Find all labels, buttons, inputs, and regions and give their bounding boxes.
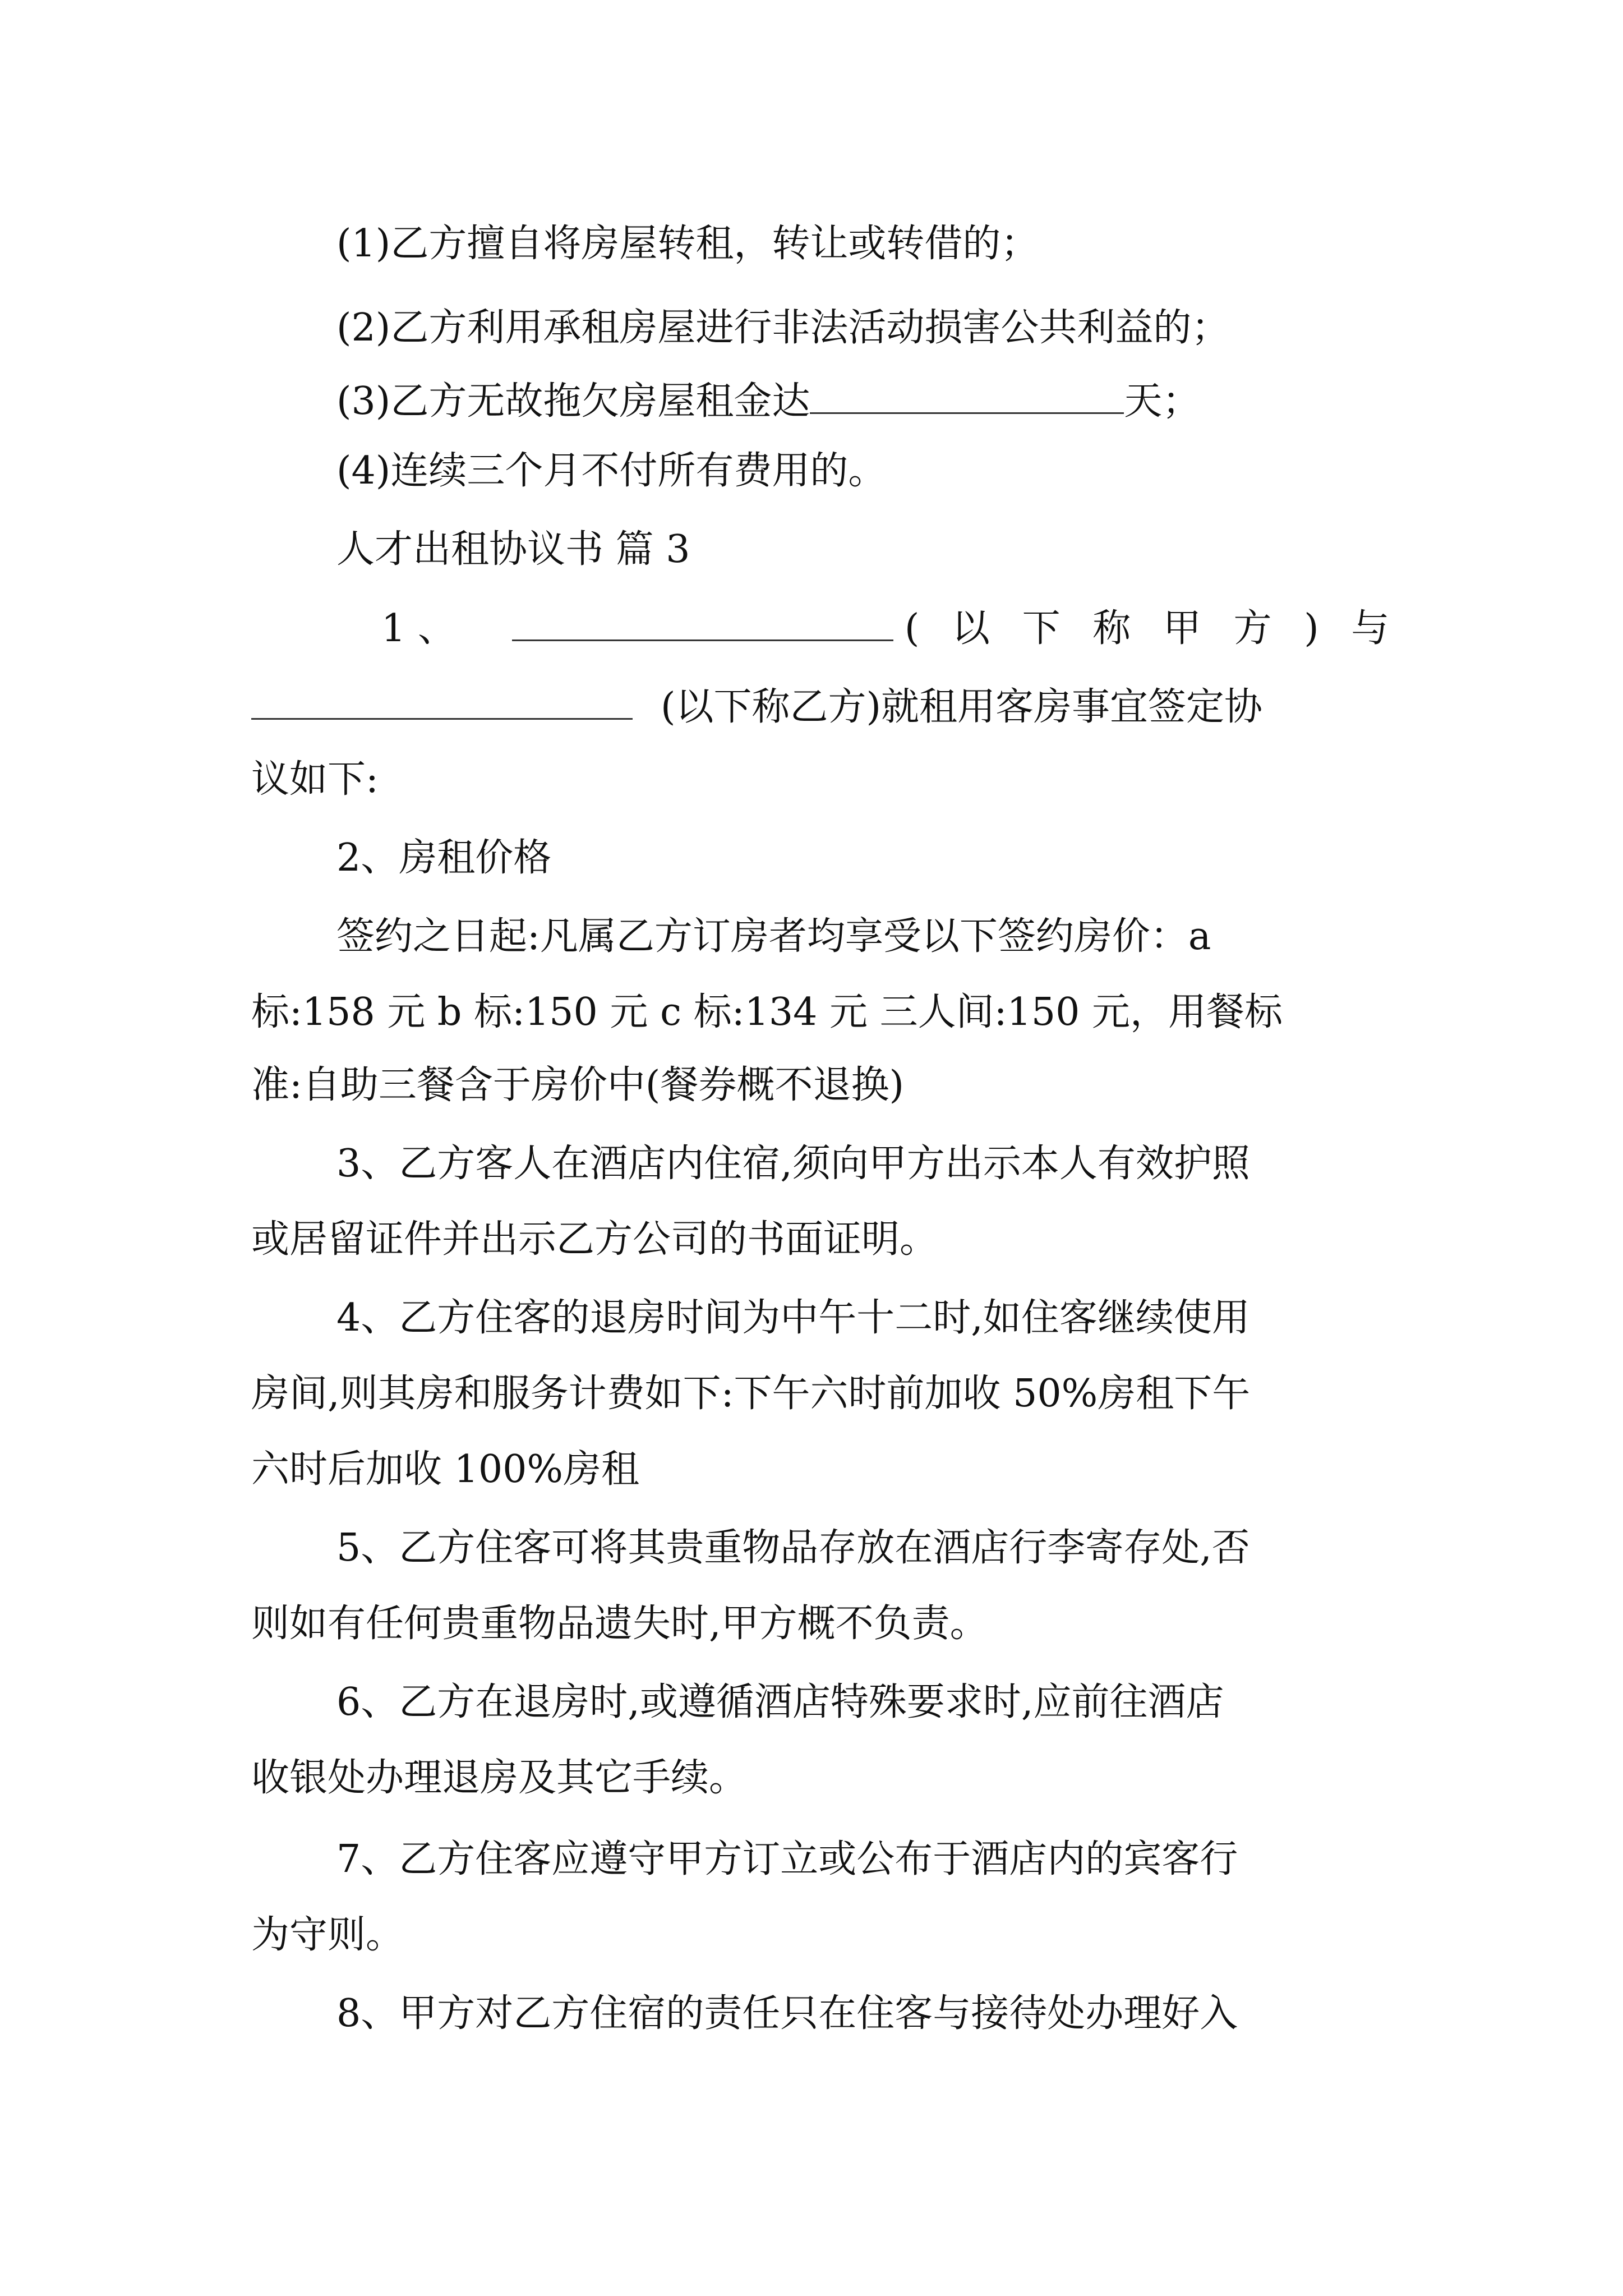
clause-3-text: (3)乙方无故拖欠房屋租金达	[336, 379, 810, 424]
item-8-line-1: 8、甲方对乙方住宿的责任只在住客与接待处办理好入	[336, 1991, 1238, 2036]
item-3-line-1: 3、乙方客人在酒店内住宿,须向甲方出示本人有效护照	[336, 1142, 1250, 1186]
item-1-number: 1 、	[381, 606, 456, 651]
price-line-1: 签约之日起:凡属乙方订房者均享受以下签约房价：a	[336, 914, 1211, 959]
item-7-line-2: 为守则。	[251, 1913, 404, 1957]
clause-1: (1)乙方擅自将房屋转租，转让或转借的；	[336, 222, 1039, 266]
item-7-line-1: 7、乙方住客应遵守甲方订立或公布于酒店内的宾客行	[336, 1837, 1238, 1881]
item-4-line-3: 六时后加收 100%房租	[251, 1447, 640, 1492]
item-1-line-3: 议如下:	[251, 757, 379, 802]
item-1-line-1	[381, 600, 1399, 657]
party-b-blank	[251, 679, 633, 720]
section-title: 人才出租协议书 篇 3	[336, 527, 690, 572]
item-4-line-1: 4、乙方住客的退房时间为中午十二时,如住客继续使用	[336, 1296, 1250, 1340]
item-5-line-1: 5、乙方住客可将其贵重物品存放在酒店行李寄存处,否	[336, 1526, 1250, 1570]
item-5-line-2: 则如有任何贵重物品遗失时,甲方概不负责。	[251, 1602, 988, 1646]
blank-line	[810, 373, 1124, 414]
clause-2: (2)乙方利用承租房屋进行非法活动损害公共利益的；	[336, 306, 1230, 350]
clause-3	[336, 373, 1200, 430]
party-a-note: ( 以 下 称 甲 方 ) 与	[904, 606, 1400, 651]
item-6-line-1: 6、乙方在退房时,或遵循酒店特殊要求时,应前往酒店	[336, 1680, 1224, 1724]
party-a-blank	[512, 600, 893, 641]
party-b-note: (以下称乙方)就租用客房事宜签定协	[661, 685, 1263, 729]
item-1-line-2	[251, 679, 1262, 735]
item-2-title: 2、房租价格	[336, 836, 552, 880]
clause-4: (4)连续三个月不付所有费用的。	[336, 449, 887, 493]
clause-3-suffix: 天；	[1124, 379, 1201, 424]
item-6-line-2: 收银处办理退房及其它手续。	[251, 1756, 748, 1800]
price-line-3: 准:自助三餐含于房价中(餐券概不退换)	[251, 1063, 904, 1107]
price-line-2: 标:158 元 b 标:150 元 c 标:134 元 三人间:150 元，用餐标	[251, 990, 1283, 1034]
item-4-line-2: 房间,则其房和服务计费如下:下午六时前加收 50%房租下午	[251, 1372, 1251, 1416]
item-3-line-2: 或居留证件并出示乙方公司的书面证明。	[251, 1217, 938, 1262]
